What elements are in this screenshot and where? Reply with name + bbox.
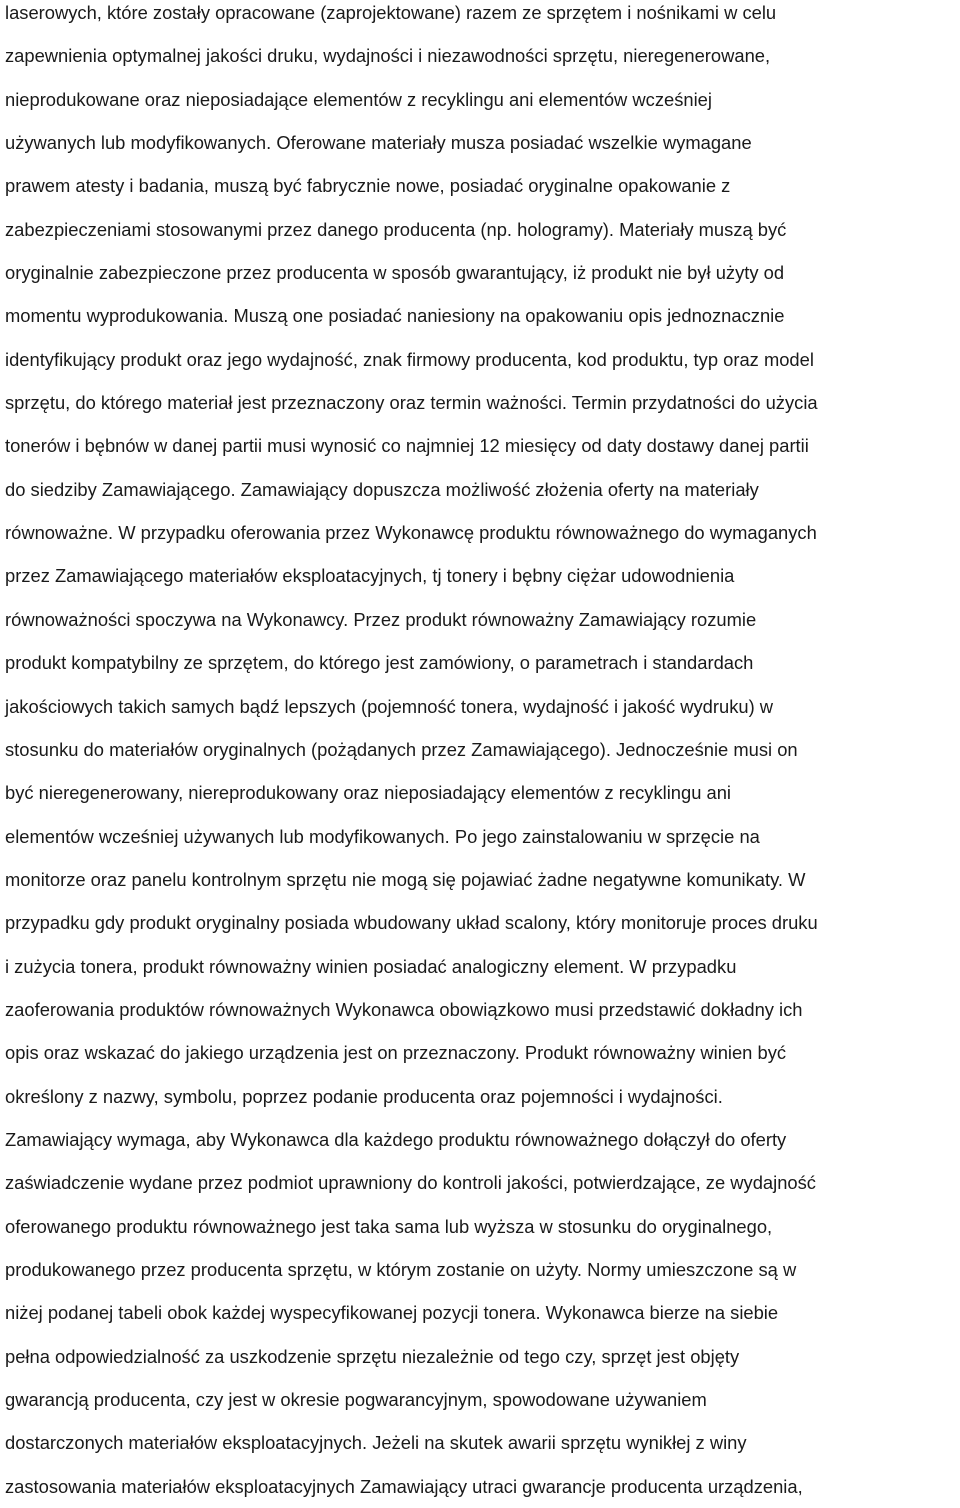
text-line: oferowanego produktu równoważnego jest taka sama lub wyższa w stosunku do oryginalnego, [5, 1215, 773, 1237]
text-line: zapewnienia optymalnej jakości druku, wydajności i niezawodności sprzętu, nieregenerowane, [5, 45, 771, 67]
document-body [5, 0, 957, 1508]
text-line: laserowych, które zostały opracowane (zaprojektowane) razem ze sprzętem i nośnikami w celu [5, 2, 777, 23]
text-line: być nieregenerowany, niereprodukowany oraz nieposiadający elementów z recyklingu ani [5, 782, 732, 804]
text-line: monitorze oraz panelu kontrolnym sprzętu nie mogą się pojawiać żadne negatywne komunikaty. W [5, 868, 806, 890]
text-line: przypadku gdy produkt oryginalny posiada wbudowany układ scalony, który monitoruje proces druku [5, 912, 818, 934]
text-line: produkt kompatybilny ze sprzętem, do którego jest zamówiony, o parametrach i standardach [5, 652, 754, 674]
text-line: zaświadczenie wydane przez podmiot uprawniony do kontroli jakości, potwierdzające, ze wydajność [5, 1172, 816, 1194]
text-line: dostarczonych materiałów eksploatacyjnych. Jeżeli na skutek awarii sprzętu wynikłej z winy [5, 1432, 747, 1454]
text-line: opis oraz wskazać do jakiego urządzenia jest on przeznaczony. Produkt równoważny winien być [5, 1042, 787, 1064]
text-line: jakościowych takich samych bądź lepszych (pojemność tonera, wydajność i jakość wydruku) w [5, 695, 774, 717]
text-line: przez Zamawiającego materiałów eksploatacyjnych, tj tonery i bębny ciężar udowodnienia [5, 565, 735, 587]
text-line: sprzętu, do którego materiał jest przeznaczony oraz termin ważności. Termin przydatności do użycia [5, 392, 818, 414]
text-line: niżej podanej tabeli obok każdej wyspecyfikowanej pozycji tonera. Wykonawca bierze na siebie [5, 1302, 779, 1324]
text-line: Zamawiający wymaga, aby Wykonawca dla każdego produktu równoważnego dołączył do oferty [5, 1128, 787, 1150]
text-line: określony z nazwy, symbolu, poprzez podanie producenta oraz pojemności i wydajności. [5, 1085, 723, 1107]
text-line: momentu wyprodukowania. Muszą one posiadać naniesiony na opakowaniu opis jednoznacznie [5, 305, 785, 327]
text-line: identyfikujący produkt oraz jego wydajność, znak firmowy producenta, kod produktu, typ oraz model [5, 348, 814, 370]
text-line: zastosowania materiałów eksploatacyjnych Zamawiający utraci gwarancje producenta urządzenia, [5, 1475, 803, 1497]
text-line: pełna odpowiedzialność za uszkodzenie sprzętu niezależnie od tego czy, sprzęt jest objęty [5, 1345, 740, 1367]
text-line: do siedziby Zamawiającego. Zamawiający dopuszcza możliwość złożenia oferty na materiały [5, 478, 759, 500]
text-line: używanych lub modyfikowanych. Oferowane materiały musza posiadać wszelkie wymagane [5, 132, 752, 154]
text-line: prawem atesty i badania, muszą być fabrycznie nowe, posiadać oryginalne opakowanie z [5, 175, 731, 197]
text-line: zabezpieczeniami stosowanymi przez danego producenta (np. hologramy). Materiały muszą być [5, 218, 787, 240]
text-line: tonerów i bębnów w danej partii musi wynosić co najmniej 12 miesięcy od daty dostawy danej partii [5, 435, 809, 457]
text-line: nieprodukowane oraz nieposiadające elementów z recyklingu ani elementów wcześniej [5, 88, 712, 110]
text-line: równoważne. W przypadku oferowania przez Wykonawcę produktu równoważnego do wymaganych [5, 522, 817, 544]
text-line: oryginalnie zabezpieczone przez producenta w sposób gwarantujący, iż produkt nie był użyty od [5, 262, 785, 284]
text-line: zaoferowania produktów równoważnych Wykonawca obowiązkowo musi przedstawić dokładny ich [5, 998, 803, 1020]
text-line: gwarancją producenta, czy jest w okresie pogwarancyjnym, spowodowane używaniem [5, 1389, 707, 1410]
text-line: produkowanego przez producenta sprzętu, w którym zostanie on użyty. Normy umieszczone są w [5, 1258, 797, 1280]
text-line: i zużycia tonera, produkt równoważny winien posiadać analogiczny element. W przypadku [5, 955, 737, 977]
text-line: równoważności spoczywa na Wykonawcy. Przez produkt równoważny Zamawiający rozumie [5, 608, 757, 630]
text-line: elementów wcześniej używanych lub modyfikowanych. Po jego zainstalowaniu w sprzęcie na [5, 825, 760, 847]
text-line: stosunku do materiałów oryginalnych (pożądanych przez Zamawiającego). Jednocześnie musi on [5, 738, 798, 760]
